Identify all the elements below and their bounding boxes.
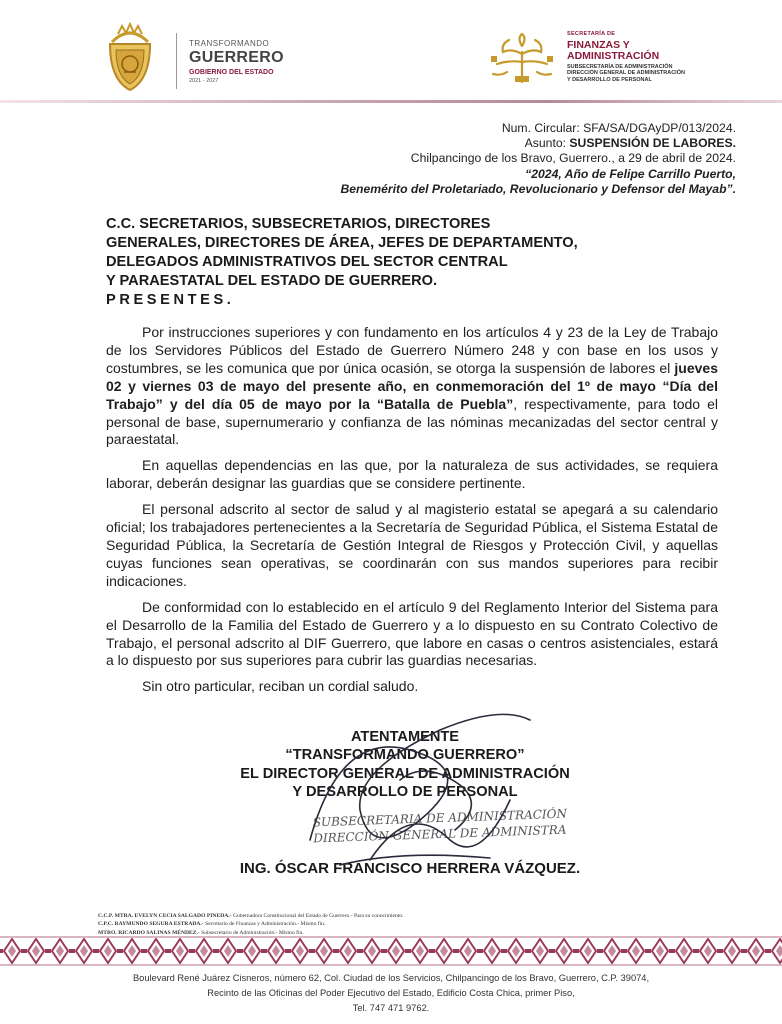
addressee-line-1: C.C. SECRETARIOS, SUBSECRETARIOS, DIRECTORES [106,216,491,232]
paragraph-1-close: , respectivamente, para todo el personal de base, supernumerario y confianza de las nóminas mecanizadas del sector central y paraestatal. [106,395,718,448]
header-divider [176,33,177,89]
gov-subtitle: GOBIERNO DEL ESTADO [189,69,274,76]
finance-secretariat-logo [487,32,557,88]
ccp-line-1 [98,912,404,920]
gov-period: 2021 - 2027 [189,78,219,84]
addressee-block [106,215,578,310]
stamp-line-1: SUBSECRETARIA DE ADMINISTRACIÓN [312,806,568,830]
letter-body [106,324,718,704]
signer-title-2: Y DESARROLLO DE PERSONAL [292,784,518,801]
closing: ATENTAMENTE [350,729,460,745]
ccp-3-role: - Subsecretario de Administración.- Mismo fin. [197,929,304,936]
subject-value: SUSPENSIÓN DE LABORES. [569,136,736,151]
sec-name-1: FINANZAS Y [567,38,630,51]
header-rule [0,100,782,103]
gov-label: TRANSFORMANDO [189,39,270,48]
paragraph-2: En aquellas dependencias en las que, por la naturaleza de sus actividades, se requiera laborar, deberán designar las guardias que se considere pertinente. [106,457,718,492]
official-stamp [313,806,568,847]
footer-line-3: Tel. 747 471 9762. [352,1003,430,1013]
signature-block [200,728,610,802]
gov-name: GUERRERO [189,49,284,66]
motto-line-2: Benemérito del Proletariado, Revolucionario y Defensor del Mayab”. [340,181,736,196]
ccp-1-name: C.C.P. MTRA. EVELYN CECIA SALGADO PINEDA. [98,913,230,919]
ccp-3-name: MTRO. RICARDO SALINAS MÉNDEZ. [98,929,198,936]
footer-address [0,971,782,1016]
ccp-1-role: - Gobernadora Constitucional del Estado de Guerrero.- Para su conocimiento. [229,913,404,919]
sec-sub-2: DIRECCIÓN GENERAL DE ADMINISTRACIÓN [567,70,685,76]
addressee-presentes: PRESENTES. [106,292,235,308]
circular-label: Num. Circular: [501,121,580,135]
reference-block [340,121,736,197]
circular-value: SFA/SA/DGAyDP/013/2024. [583,121,736,135]
place-date: Chilpancingo de los Bravo, Guerrero., a 29 de abril de 2024. [410,151,736,166]
decorative-border-band [0,936,782,966]
subject [340,136,736,151]
sec-sub-1: SUBSECRETARÍA DE ADMINISTRACIÓN [567,63,673,70]
addressee-line-3: DELEGADOS ADMINISTRATIVOS DEL SECTOR CENTRAL [106,254,508,270]
subject-label: Asunto: [524,136,567,151]
ccp-2-name: C.P.C. RAYMUNDO SEGURA ESTRADA. [98,921,202,928]
circular-number [340,121,736,136]
secretariat-branding [567,32,685,83]
addressee-line-4: Y PARAESTATAL DEL ESTADO DE GUERRERO. [106,273,438,289]
paragraph-5: Sin otro particular, reciban un cordial saludo. [142,678,419,695]
closing-motto: “TRANSFORMANDO GUERRERO” [285,747,525,764]
paragraph-1-intro: Por instrucciones superiores y con fundamento en los artículos 4 y 23 de la Ley de Trabajo de los Servidores Públicos del Estado de Guerrero Número 248 y con base en los usos y costumbres, se les comunica que por única ocasión, se otorga la suspensión de labores el [106,324,718,376]
government-branding [189,40,284,85]
stamp-line-2: DIRECCIÓN GENERAL DE ADMINISTRA [313,822,567,846]
sec-name-2: ADMINISTRACIÓN [567,50,660,62]
footer-line-2: Recinto de las Oficinas del Poder Ejecutivo del Estado, Edificio Costa Chica, primer Piso, [207,988,575,998]
motto-line-1: “2024, Año de Felipe Carrillo Puerto, [525,166,736,181]
paragraph-1-dates: jueves 02 y viernes 03 de mayo del presente año, en conmemoración del 1º de mayo “Día del Trabajo” y del día 05 de mayo por la “Batalla de Puebla” [106,359,718,412]
sec-label: SECRETARÍA DE [567,31,616,37]
footer-line-1: Boulevard René Juárez Cisneros, número 62, Col. Ciudad de los Servicios, Chilpancingo de los Bravo, Guerrero, C.P. 39074, [132,973,650,983]
ccp-line-2 [98,920,404,928]
signer-title-1: EL DIRECTOR GENERAL DE ADMINISTRACIÓN [240,765,570,782]
state-coat-of-arms-logo [104,22,156,94]
sec-sub-3: Y DESARROLLO DE PERSONAL [567,76,652,83]
paragraph-4: De conformidad con lo establecido en el artículo 9 del Reglamento Interior del Sistema para el Desarrollo de la Familia del Estado de Guerrero y a lo dispuesto en su Contrato Colectivo de Trabajo, el personal adscrito al DIF Guerrero, que labore en casas o centros asistenciales, estará a lo dispuesto por sus superiores para cubrir las guardias necesarias. [106,598,718,669]
paragraph-1 [106,324,718,449]
ccp-2-role: - Secretario de Finanzas y Administración.- Mismo fin. [201,921,326,928]
signer-name: ING. ÓSCAR FRANCISCO HERRERA VÁZQUEZ. [239,860,581,877]
addressee-line-2: GENERALES, DIRECTORES DE ÁREA, JEFES DE DEPARTAMENTO, [106,235,578,251]
paragraph-3: El personal adscrito al sector de salud y al magisterio estatal se apegará a su calendario oficial; los trabajadores pertenecientes a la Secretaría de Seguridad Pública, el Sistema Estatal de Seguridad Pública, la Secretaría de Gestión Integral de Riesgos y Protección Civil, y aquellas cuyas funciones sean operativas, se coordinarán con sus mandos superiores para recibir indicaciones. [106,501,718,589]
